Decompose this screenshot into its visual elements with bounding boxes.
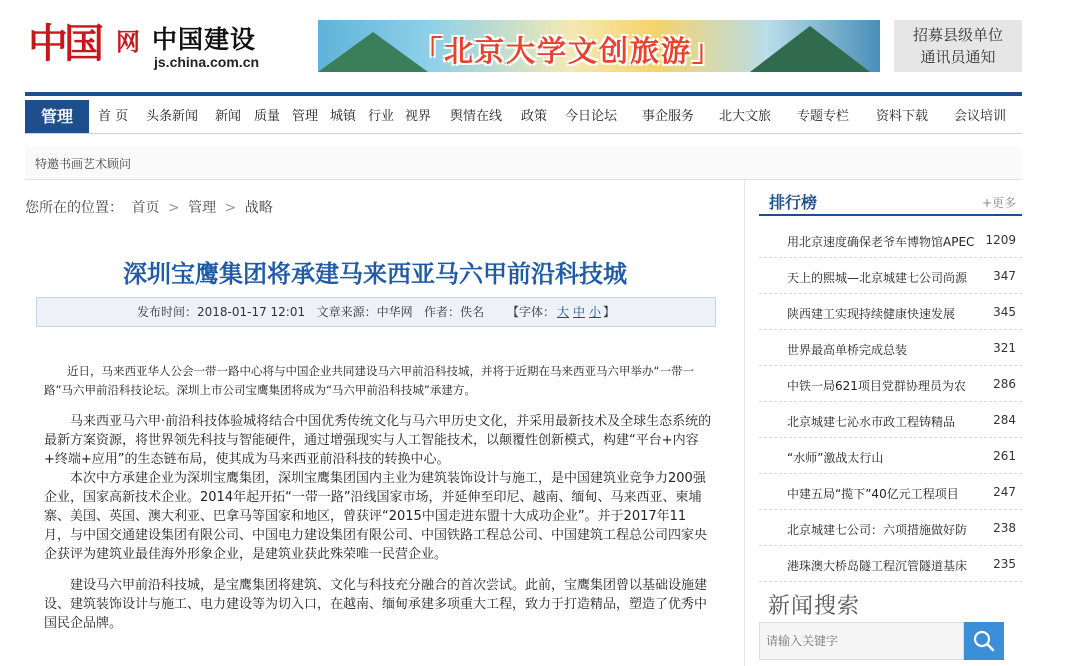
nav-item-headlines[interactable]: 头条新闻 bbox=[146, 109, 199, 124]
nav-item-opinion[interactable]: 舆情在线 bbox=[450, 109, 503, 124]
nav-item-training[interactable]: 会议培训 bbox=[954, 109, 1007, 124]
ranking-item-count: 1209 bbox=[985, 233, 1016, 247]
promo-banner[interactable] bbox=[318, 20, 880, 72]
meta-author: 佚名 bbox=[460, 305, 485, 319]
nav-item-quality[interactable]: 质量 bbox=[254, 109, 281, 124]
site-logo[interactable] bbox=[28, 12, 278, 72]
meta-author-label: 作者： bbox=[424, 305, 461, 319]
banner-mountain-right bbox=[750, 26, 870, 72]
ranking-item-count: 284 bbox=[993, 413, 1016, 427]
logo-mark: 中国 bbox=[28, 20, 100, 67]
ranking-item[interactable] bbox=[759, 258, 1022, 294]
recruit-notice-link[interactable] bbox=[894, 20, 1022, 72]
recruit-line-2: 通讯员通知 bbox=[920, 48, 996, 66]
ranking-item-title[interactable]: 天上的熙城—北京城建七公司尚源 bbox=[787, 271, 968, 285]
ranking-item-title[interactable]: 港珠澳大桥岛隧工程沉管隧道基床 bbox=[787, 559, 968, 573]
nav-item-vision[interactable]: 视界 bbox=[405, 109, 432, 124]
ranking-item-title[interactable]: 中铁一局621项目党群协理员为农 bbox=[787, 379, 966, 393]
nav-item-topics[interactable]: 专题专栏 bbox=[797, 109, 850, 124]
ranking-item-title[interactable]: 世界最高单桥完成总装 bbox=[787, 343, 908, 357]
search-icon bbox=[973, 630, 995, 652]
article-meta-bar bbox=[36, 297, 716, 327]
meta-source: 中华网 bbox=[376, 305, 413, 319]
site-header bbox=[0, 0, 1068, 90]
ranking-item[interactable] bbox=[759, 510, 1022, 546]
ranking-item-title[interactable]: 北京城建七公司：六项措施做好防 bbox=[787, 523, 968, 537]
ranking-header bbox=[759, 186, 1022, 216]
nav-item-home[interactable]: 首 页 bbox=[98, 109, 129, 124]
nav-item-industry[interactable]: 行业 bbox=[368, 109, 395, 124]
article-body bbox=[44, 362, 712, 645]
nav-item-towns[interactable]: 城镇 bbox=[330, 109, 357, 124]
ranking-item-count: 261 bbox=[993, 449, 1016, 463]
ranking-item[interactable] bbox=[759, 222, 1022, 258]
nav-category-label[interactable]: 管理 bbox=[25, 100, 89, 133]
nav-item-forum[interactable]: 今日论坛 bbox=[565, 109, 618, 124]
nav-item-management[interactable]: 管理 bbox=[292, 109, 319, 124]
ranking-item[interactable] bbox=[759, 546, 1022, 582]
meta-font-label: 【字体： bbox=[506, 305, 555, 319]
column-divider bbox=[744, 180, 745, 666]
ranking-item-count: 321 bbox=[993, 341, 1016, 355]
article-title: 深圳宝鹰集团将承建马来西亚马六甲前沿科技城 bbox=[123, 260, 627, 288]
nav-item-news[interactable]: 新闻 bbox=[215, 109, 242, 124]
breadcrumb-section[interactable]: 管理 bbox=[188, 200, 217, 216]
search-button[interactable] bbox=[964, 622, 1004, 660]
ranking-item-count: 345 bbox=[993, 305, 1016, 319]
ranking-item[interactable] bbox=[759, 294, 1022, 330]
article-paragraph: 近日，马来西亚华人公会一带一路中心将与中国企业共同建设马六甲前沿科技城，并将于近期在马来西亚马六甲举办“一带一路”马六甲前沿科技论坛。深圳上市公司宝鹰集团将成为“马六甲前沿科技城”承建方。 bbox=[44, 364, 694, 397]
font-size-large-link[interactable]: 大 bbox=[556, 305, 569, 319]
nav-item-policy[interactable]: 政策 bbox=[521, 109, 548, 124]
nav-item-pku-travel[interactable]: 北大文旅 bbox=[719, 109, 772, 124]
search-title: 新闻搜索 bbox=[768, 594, 861, 619]
font-size-medium-link[interactable]: 中 bbox=[573, 305, 586, 319]
banner-text: 「北京大学文创旅游」 bbox=[413, 34, 724, 68]
main-nav bbox=[25, 92, 1022, 134]
logo-net-text: 网 bbox=[116, 28, 140, 56]
banner-mountain-left bbox=[318, 32, 428, 72]
ranking-item-count: 238 bbox=[993, 521, 1016, 535]
ranking-title: 排行榜 bbox=[769, 193, 818, 212]
ranking-item-count: 247 bbox=[993, 485, 1016, 499]
ranking-item-title[interactable]: “水师”激战太行山 bbox=[787, 451, 884, 465]
article-paragraph: 马来西亚马六甲·前沿科技体验城将结合中国优秀传统文化与马六甲历史文化，并采用最新技术及全球生态系统的最新方案资源，将世界领先科技与智能硬件，通过增强现实与人工智能技术，以颠覆性创新模式，构建“平台+内容+终端+应用”的生态链布局，使其成为马来西亚前沿科技的转换中心。 bbox=[44, 414, 712, 467]
breadcrumb-separator: > bbox=[167, 200, 180, 216]
article-paragraph: 建设马六甲前沿科技城，是宝鹰集团将建筑、文化与科技充分融合的首次尝试。此前，宝鹰集团曾以基础设施建设、建筑装饰设计与施工、电力建设等为切入口，在越南、缅甸承建多项重大工程，致力于打造精品，塑造了优秀中国民企品牌。 bbox=[44, 578, 708, 631]
logo-channel-name: 中国建设 bbox=[152, 25, 257, 54]
ranking-item-title[interactable]: 中建五局“揽下”40亿元工程项目 bbox=[787, 487, 959, 501]
font-size-small-link[interactable]: 小 bbox=[589, 305, 602, 319]
ranking-item[interactable] bbox=[759, 330, 1022, 366]
sub-nav bbox=[25, 146, 1022, 180]
meta-source-label: 文章来源： bbox=[316, 305, 377, 319]
meta-time: 2018-01-17 12:01 bbox=[196, 305, 306, 319]
meta-font-end: 】 bbox=[603, 305, 616, 319]
ranking-item[interactable] bbox=[759, 402, 1022, 438]
ranking-item[interactable] bbox=[759, 474, 1022, 510]
ranking-item-count: 347 bbox=[993, 269, 1016, 283]
ranking-item[interactable] bbox=[759, 438, 1022, 474]
ranking-item-title[interactable]: 陕西建工实现持续健康快速发展 bbox=[787, 307, 956, 321]
recruit-line-1: 招募县级单位 bbox=[912, 26, 1003, 44]
meta-time-label: 发布时间： bbox=[136, 305, 197, 319]
nav-item-services[interactable]: 事企服务 bbox=[642, 109, 695, 124]
ranking-item-count: 235 bbox=[993, 557, 1016, 571]
search-input[interactable] bbox=[759, 622, 964, 660]
breadcrumb-prefix: 您所在的位置： bbox=[25, 200, 123, 216]
breadcrumb-home[interactable]: 首页 bbox=[131, 200, 160, 216]
breadcrumb bbox=[25, 197, 740, 219]
breadcrumb-current[interactable]: 战略 bbox=[244, 200, 273, 216]
ranking-item-title[interactable]: 北京城建七沁水市政工程铸精品 bbox=[787, 415, 956, 429]
ranking-item-count: 286 bbox=[993, 377, 1016, 391]
ranking-more-link[interactable]: +更多 bbox=[981, 196, 1016, 210]
breadcrumb-separator: > bbox=[224, 200, 237, 216]
ranking-item-title[interactable]: 用北京速度确保老爷车博物馆APEC bbox=[787, 235, 975, 249]
article-paragraph: 本次中方承建企业为深圳宝鹰集团，深圳宝鹰集团国内主业为建筑装饰设计与施工，是中国建筑业竞争力200强企业，国家高新技术企业。2014年起开拓“一带一路”沿线国家市场，并延伸至印尼、越南、缅甸、马来西亚、柬埔寨、美国、英国、澳大利亚、巴拿马等国家和地区，曾获评“2015中国走进东盟十大成功企业”。并于2017年11月，与中国交通建设集团有限公司、中国电力建设集团有限公司、中国铁路工程总公司、中国建筑工程总公司四家央企获评为建筑业最佳海外形象企业，是建筑业获此殊荣唯一民营企业。 bbox=[44, 471, 708, 562]
nav-item-downloads[interactable]: 资料下载 bbox=[876, 109, 929, 124]
logo-domain: js.china.com.cn bbox=[154, 54, 260, 70]
ranking-list bbox=[759, 222, 1022, 582]
subnav-item-art-advisor[interactable]: 特邀书画艺术顾问 bbox=[35, 157, 132, 171]
ranking-item[interactable] bbox=[759, 366, 1022, 402]
